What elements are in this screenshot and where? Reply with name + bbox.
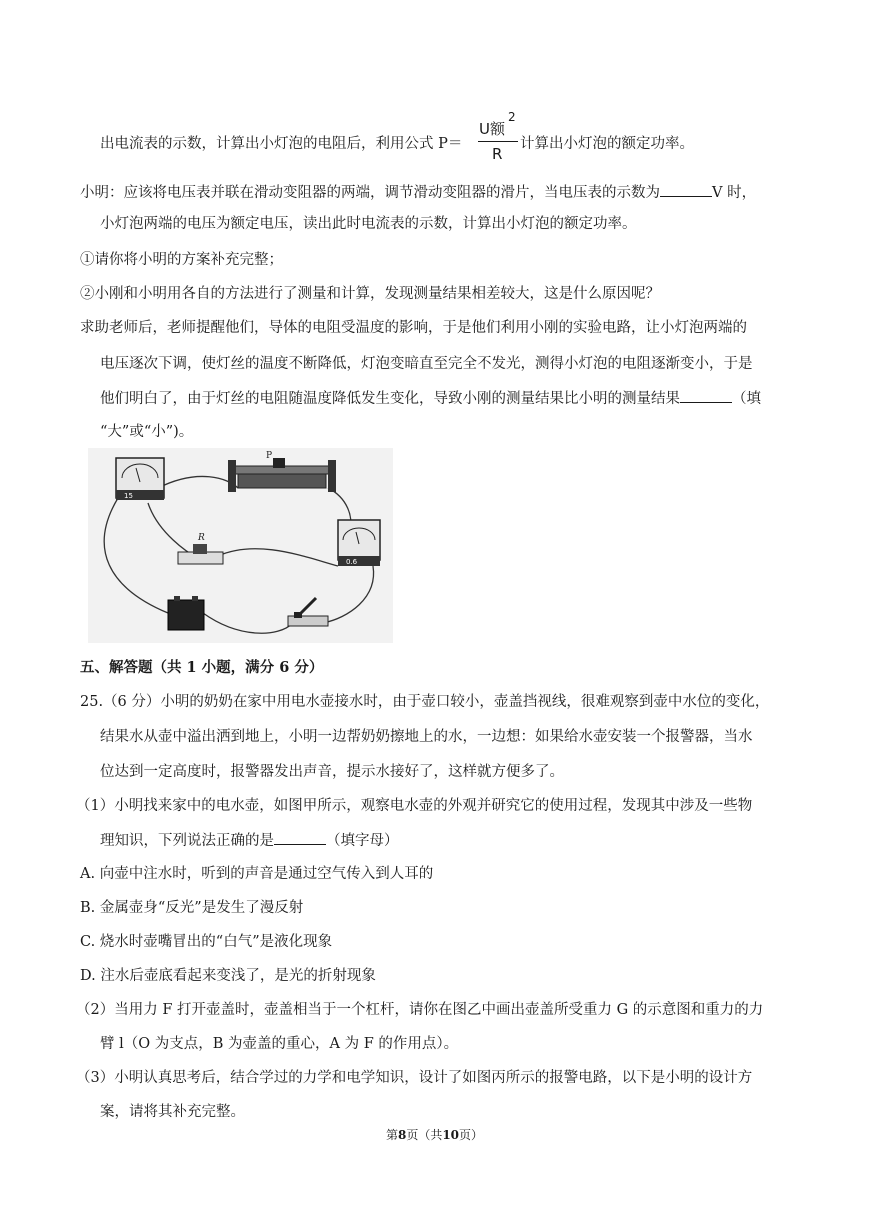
item-2: ②小刚和小明用各自的方法进行了测量和计算，发现测量结果相差较大，这是什么原因呢？ bbox=[80, 286, 660, 302]
q25-part3-line-2: 案，请将其补充完整。 bbox=[100, 1104, 245, 1120]
q25-part1-line-1: （1）小明找来家中的电水壶，如图甲所示，观察电水壶的外观并研究它的使用过程，发现其中涉及一些物 bbox=[76, 798, 753, 814]
part1-text-a: 理知识，下列说法正确的是 bbox=[100, 833, 274, 849]
voltmeter bbox=[116, 458, 164, 500]
ammeter bbox=[338, 520, 380, 566]
section-title: 五、解答题（共 1 小题，满分 6 分） bbox=[80, 659, 324, 676]
xiaoming-line-2: 小灯泡两端的电压为额定电压，读出此时电流表的示数，计算出小灯泡的额定功率。 bbox=[100, 216, 637, 232]
q25-part3-line-1: （3）小明认真思考后，结合学过的力学和电学知识，设计了如图丙所示的报警电路，以下是小明的设计方 bbox=[76, 1070, 753, 1086]
q25-part1-line-2 bbox=[100, 830, 399, 851]
formula-numerator: U额 bbox=[479, 120, 505, 138]
answer-blank-result[interactable] bbox=[680, 388, 732, 403]
formula-exponent: 2 bbox=[508, 110, 516, 124]
q25-part2-line-1: （2）当用力 F 打开壶盖时，壶盖相当于一个杠杆，请你在图乙中画出壶盖所受重力 G 的示意图和重力的力 bbox=[76, 1002, 764, 1018]
option-d: D. 注水后壶底看起来变浅了，是光的折射现象 bbox=[80, 968, 376, 984]
help-line-1: 求助老师后，老师提醒他们，导体的电阻受温度的影响，于是他们利用小刚的实验电路，让小灯泡两端的 bbox=[80, 320, 747, 336]
q25-line-1: 25.（6 分）小明的奶奶在家中用电水壶接水时，由于壶口较小，壶盖挡视线，很难观察到壶中水位的变化， bbox=[80, 694, 770, 710]
formula-suffix: 计算出小灯泡的额定功率。 bbox=[520, 136, 694, 152]
xiaoming-text-b: V 时， bbox=[712, 185, 757, 201]
help-line-3 bbox=[100, 388, 761, 409]
formula-line bbox=[100, 134, 462, 154]
option-c: C. 烧水时壶嘴冒出的“白气”是液化现象 bbox=[80, 934, 333, 950]
formula-prefix: 出电流表的示数，计算出小灯泡的电阻后，利用公式 P＝ bbox=[100, 136, 463, 152]
help-text-a: 他们明白了，由于灯丝的电阻随温度降低发生变化，导致小刚的测量结果比小明的测量结果 bbox=[100, 391, 680, 407]
xiaoming-line-1 bbox=[80, 182, 756, 203]
battery bbox=[168, 596, 204, 630]
q25-line-3: 位达到一定高度时，报警器发出声音，提示水接好了，这样就方便多了。 bbox=[100, 764, 564, 780]
q25-part2-line-2: 臂 l（O 为支点，B 为壶盖的重心，A 为 F 的作用点）。 bbox=[100, 1036, 459, 1052]
slider-label-p: P bbox=[266, 451, 273, 461]
help-line-2: 电压逐次下调，使灯丝的温度不断降低，灯泡变暗直至完全不发光，测得小灯泡的电阻逐渐变小，于是 bbox=[100, 356, 753, 372]
footer-mid: 页（共 bbox=[406, 1128, 443, 1142]
formula-denominator: R bbox=[492, 145, 503, 163]
footer-page-number: 8 bbox=[397, 1128, 407, 1142]
q25-line-2: 结果水从壶中溢出洒到地上，小明一边帮奶奶擦地上的水，一边想：如果给水壶安装一个报警器，当水 bbox=[100, 729, 753, 745]
help-line-4: “大”或“小”)。 bbox=[100, 424, 194, 440]
fraction-bar bbox=[478, 141, 518, 142]
resistor-label-r: R bbox=[198, 533, 205, 543]
part1-text-b: （填字母） bbox=[326, 833, 399, 849]
footer-total-pages: 10 bbox=[442, 1128, 460, 1142]
option-b: B. 金属壶身“反光”是发生了漫反射 bbox=[80, 900, 304, 916]
circuit-figure bbox=[88, 448, 393, 643]
voltmeter-range-label: 15 bbox=[124, 492, 133, 500]
answer-blank-voltage[interactable] bbox=[660, 182, 712, 197]
page-footer bbox=[0, 1127, 869, 1143]
option-a: A. 向壶中注水时，听到的声音是通过空气传入到人耳的 bbox=[80, 866, 434, 882]
answer-blank-choice[interactable] bbox=[274, 830, 326, 845]
xiaoming-text-a: 小明：应该将电压表并联在滑动变阻器的两端，调节滑动变阻器的滑片，当电压表的示数为 bbox=[80, 185, 660, 201]
footer-pre: 第 bbox=[385, 1128, 398, 1142]
item-1: ①请你将小明的方案补充完整； bbox=[80, 252, 283, 268]
footer-post: 页） bbox=[459, 1128, 484, 1142]
help-text-b: （填 bbox=[732, 391, 761, 407]
ammeter-range-label: 0.6 bbox=[346, 558, 358, 566]
